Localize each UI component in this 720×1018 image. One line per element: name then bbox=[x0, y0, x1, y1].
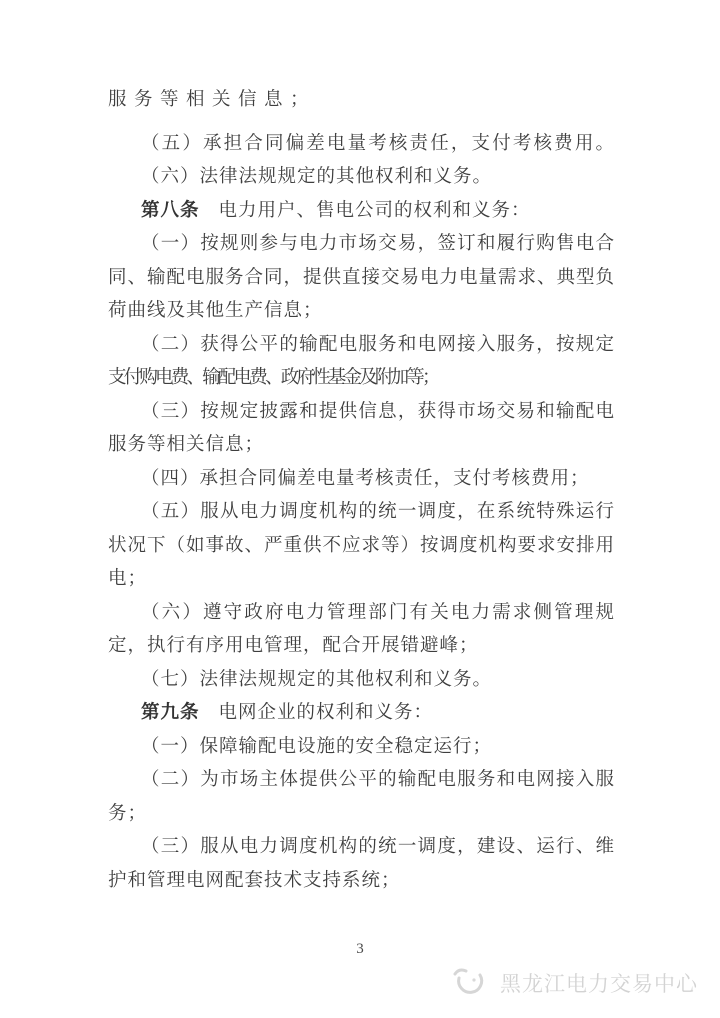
text-line bbox=[108, 195, 615, 229]
article-number: 第九条 bbox=[141, 703, 200, 723]
page-number: 3 bbox=[356, 941, 364, 957]
text-line: 服务等相关信息； bbox=[108, 90, 317, 110]
article-number: 第八条 bbox=[141, 200, 200, 221]
text-line: 服务等相关信息； bbox=[108, 435, 265, 455]
text-line: （七）法律法规规定的其他权利和义务。 bbox=[141, 669, 493, 690]
text-line: （三）服从电力调度机构的统一调度，建设、运行、维 bbox=[141, 837, 615, 857]
text-line: （三）按规定披露和提供信息，获得市场交易和输配电 bbox=[141, 401, 615, 422]
text-line: 护和管理电网配套技术支持系统； bbox=[108, 870, 401, 891]
text-line: （四）承担合同偏差电量考核责任，支付考核费用； bbox=[141, 468, 590, 489]
text-line bbox=[108, 697, 615, 731]
text-line: （五）承担合同偏差电量考核责任，支付考核费用。 bbox=[141, 133, 615, 154]
article-title: 电力用户、售电公司的权利和义务： bbox=[218, 200, 531, 221]
watermark-text: 黑龙江电力交易中心 bbox=[500, 973, 698, 996]
watermark bbox=[449, 966, 698, 1004]
text-line: 状况下（如事故、严重供不应求等）按调度机构要求安排用 bbox=[108, 535, 616, 556]
text-body bbox=[108, 84, 615, 898]
text-line: 定，执行有序用电管理，配合开展错避峰； bbox=[108, 636, 479, 656]
text-line: 电； bbox=[108, 569, 148, 589]
trading-center-logo-icon bbox=[449, 966, 493, 1004]
text-line: 同、输配电服务合同，提供直接交易电力电量需求、典型负 bbox=[108, 267, 616, 288]
text-line: （六）遵守政府电力管理部门有关电力需求侧管理规 bbox=[141, 602, 615, 623]
text-line: （一）按规则参与电力市场交易，签订和履行购售电合 bbox=[141, 234, 615, 254]
text-line: （一）保障输配电设施的安全稳定运行； bbox=[141, 736, 493, 757]
text-line: （二）获得公平的输配电服务和电网接入服务，按规定 bbox=[141, 334, 615, 355]
text-line: 支付购电费、输配电费、政府性基金及附加等； bbox=[108, 368, 438, 388]
text-line: （五）服从电力调度机构的统一调度，在系统特殊运行 bbox=[141, 502, 615, 522]
text-line: （六）法律法规规定的其他权利和义务。 bbox=[141, 167, 493, 187]
text-line: 务； bbox=[108, 803, 148, 824]
text-line: （二）为市场主体提供公平的输配电服务和电网接入服 bbox=[141, 770, 615, 790]
text-line: 荷曲线及其他生产信息； bbox=[108, 301, 323, 321]
article-title: 电网企业的权利和义务： bbox=[218, 703, 434, 723]
